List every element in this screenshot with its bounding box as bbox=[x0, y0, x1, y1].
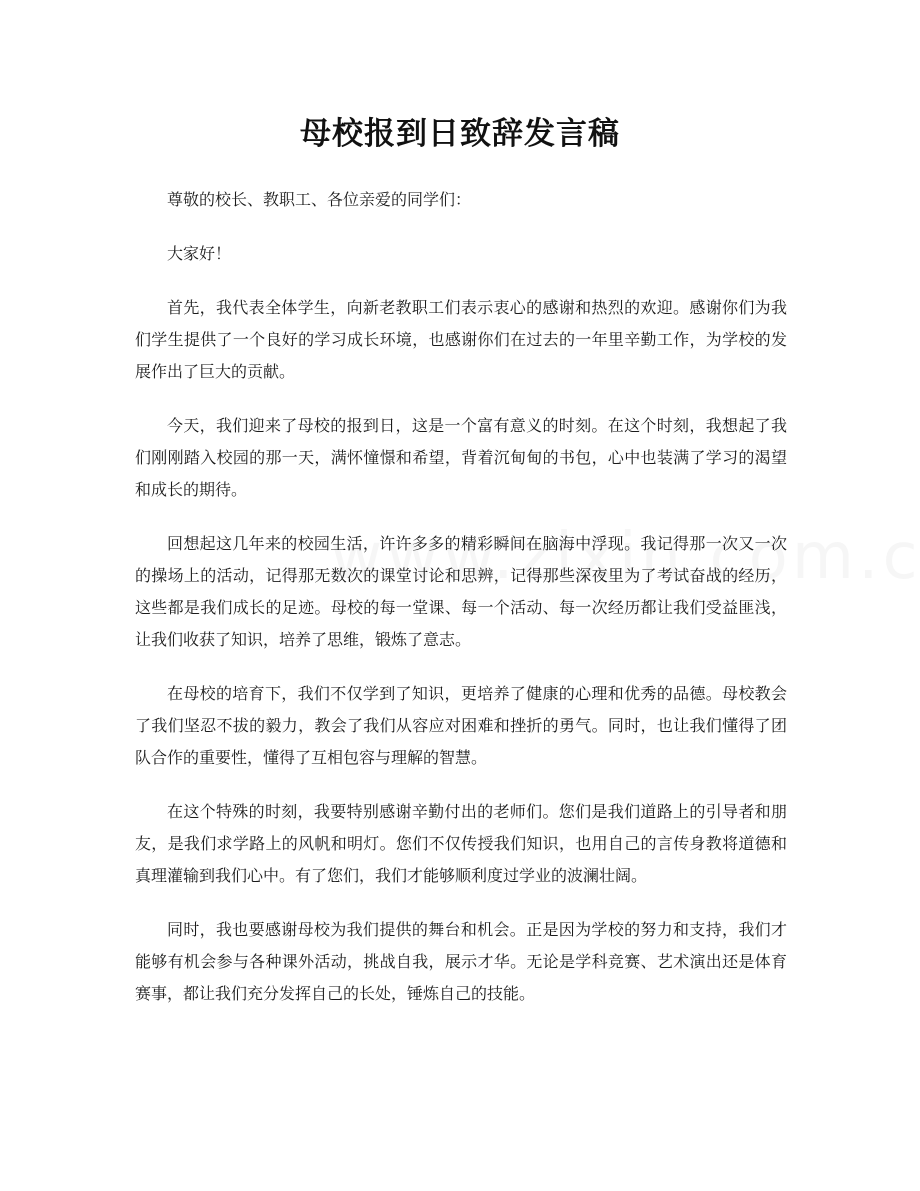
document-title: 母校报到日致辞发言稿 bbox=[300, 116, 620, 152]
body-paragraph: 首先，我代表全体学生，向新老教职工们表示衷心的感谢和热烈的欢迎。感谢你们为我们学生提供了一个良好的学习成长环境，也感谢你们在过去的一年里辛勤工作，为学校的发展作出了巨大的贡献。 bbox=[135, 298, 787, 381]
document-body bbox=[135, 184, 787, 1032]
body-paragraph: 同时，我也要感谢母校为我们提供的舞台和机会。正是因为学校的努力和支持，我们才能够有机会参与各种课外活动，挑战自我，展示才华。无论是学科竞赛、艺术演出还是体育赛事，都让我们充分发挥自己的长处，锤炼自己的技能。 bbox=[135, 920, 787, 1003]
body-paragraph: 在这个特殊的时刻，我要特别感谢辛勤付出的老师们。您们是我们道路上的引导者和朋友，是我们求学路上的风帆和明灯。您们不仅传授我们知识，也用自己的言传身教将道德和真理灌输到我们心中。有了您们，我们才能够顺利度过学业的波澜壮阔。 bbox=[135, 802, 787, 885]
body-paragraph: 在母校的培育下，我们不仅学到了知识，更培养了健康的心理和优秀的品德。母校教会了我们坚忍不拔的毅力，教会了我们从容应对困难和挫折的勇气。同时，也让我们懂得了团队合作的重要性，懂得了互相包容与理解的智慧。 bbox=[135, 684, 787, 767]
greeting: 大家好！ bbox=[167, 244, 232, 263]
body-paragraph: 回想起这几年来的校园生活，许许多多的精彩瞬间在脑海中浮现。我记得那一次又一次的操场上的活动，记得那无数次的课堂讨论和思辨，记得那些深夜里为了考试奋战的经历，这些都是我们成长的足迹。母校的每一堂课、每一个活动、每一次经历都让我们受益匪浅，让我们收获了知识，培养了思维，锻炼了意志。 bbox=[135, 534, 787, 649]
body-paragraph: 今天，我们迎来了母校的报到日，这是一个富有意义的时刻。在这个时刻，我想起了我们刚刚踏入校园的那一天，满怀憧憬和希望，背着沉甸甸的书包，心中也装满了学习的渴望和成长的期待。 bbox=[135, 416, 787, 499]
salutation: 尊敬的校长、教职工、各位亲爱的同学们： bbox=[167, 190, 472, 209]
